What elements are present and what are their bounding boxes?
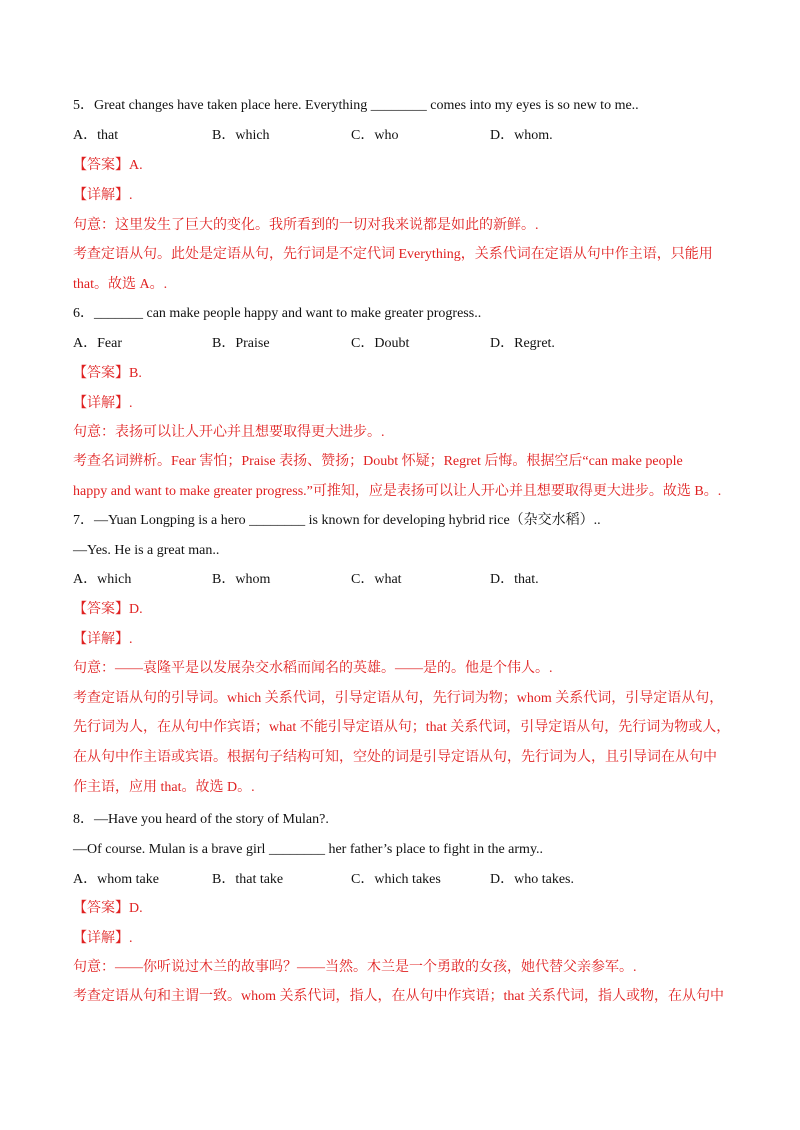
question-5-explain-line: 考查定语从句。此处是定语从句，先行词是不定代词 Everything，关系代词在定语从句中作主语，只能用 (73, 247, 713, 262)
question-5-answer: 【答案】A. (73, 158, 143, 173)
question-7-explain-line: 考查定语从句的引导词。which 关系代词，引导定语从句，先行词为物；whom 关系代词，引导定语从句， (73, 691, 724, 706)
question-6-answer: 【答案】B. (73, 366, 142, 381)
question-8-option-a: A．whom take (73, 872, 159, 887)
question-7-option-b: B．whom (212, 572, 271, 587)
question-5-explain-line: 句意：这里发生了巨大的变化。我所看到的一切对我来说都是如此的新鲜。. (73, 218, 539, 233)
question-5-stem: 5．Great changes have taken place here. Everything ________ comes into my eyes is so new to me.. (73, 98, 639, 113)
question-6-option-b: B．Praise (212, 336, 270, 351)
question-5-option-a: A．that (73, 128, 119, 143)
question-5-option-c: C．who (351, 128, 399, 143)
question-6-option-d: D．Regret. (490, 336, 555, 351)
question-7-option-a: A．which (73, 572, 132, 587)
question-6-option-c: C．Doubt (351, 336, 410, 351)
question-8-explain-line: 句意：——你听说过木兰的故事吗？——当然。木兰是一个勇敢的女孩，她代替父亲参军。. (73, 960, 637, 975)
question-6-explain-line: 句意：表扬可以让人开心并且想要取得更大进步。. (73, 425, 385, 440)
question-5-detail-label: 【详解】. (73, 188, 133, 203)
question-8-stem: 8．—Have you heard of the story of Mulan?. (73, 812, 329, 827)
question-7-answer: 【答案】D. (73, 602, 143, 617)
question-7-option-c: C．what (351, 572, 402, 587)
question-7-detail-label: 【详解】. (73, 632, 133, 647)
question-5-option-d: D．whom. (490, 128, 553, 143)
question-8-detail-label: 【详解】. (73, 931, 133, 946)
question-8-answer: 【答案】D. (73, 901, 143, 916)
question-7-explain-line: 在从句中作主语或宾语。根据句子结构可知，空处的词是引导定语从句，先行词为人，且引导词在从句中 (73, 750, 717, 765)
question-6-explain-line: happy and want to make greater progress.”可推知，应是表扬可以让人开心并且想要取得更大进步。故选 B。. (73, 484, 722, 499)
question-7-explain-line: 作主语，应用 that。故选 D。. (73, 780, 255, 795)
question-6-detail-label: 【详解】. (73, 396, 133, 411)
question-6-option-a: A．Fear (73, 336, 122, 351)
question-8-option-c: C．which takes (351, 872, 441, 887)
question-6-stem: 6．_______ can make people happy and want to make greater progress.. (73, 306, 482, 321)
question-8-explain-line: 考查定语从句和主谓一致。whom 关系代词，指人，在从句中作宾语；that 关系代词，指人或物，在从句中 (73, 989, 724, 1004)
question-7-stem-reply: —Yes. He is a great man.. (73, 543, 220, 558)
question-5-explain-line: that。故选 A。. (73, 277, 168, 292)
question-7-option-d: D．that. (490, 572, 539, 587)
question-7-stem: 7．—Yuan Longping is a hero ________ is known for developing hybrid rice（杂交水稻）.. (73, 513, 601, 528)
question-8-option-b: B．that take (212, 872, 284, 887)
question-6-explain-line: 考查名词辨析。Fear 害怕；Praise 表扬、赞扬；Doubt 怀疑；Regret 后悔。根据空后“can make people (73, 454, 683, 469)
question-8-stem-reply: —Of course. Mulan is a brave girl ________ her father’s place to fight in the army.. (73, 842, 544, 857)
question-5-option-b: B．which (212, 128, 270, 143)
question-7-explain-line: 先行词为人，在从句中作宾语；what 不能引导定语从句；that 关系代词，引导定语从句，先行词为物或人， (73, 720, 731, 735)
question-8-option-d: D．who takes. (490, 872, 574, 887)
question-7-explain-line: 句意：——袁隆平是以发展杂交水稻而闻名的英雄。——是的。他是个伟人。. (73, 661, 553, 676)
